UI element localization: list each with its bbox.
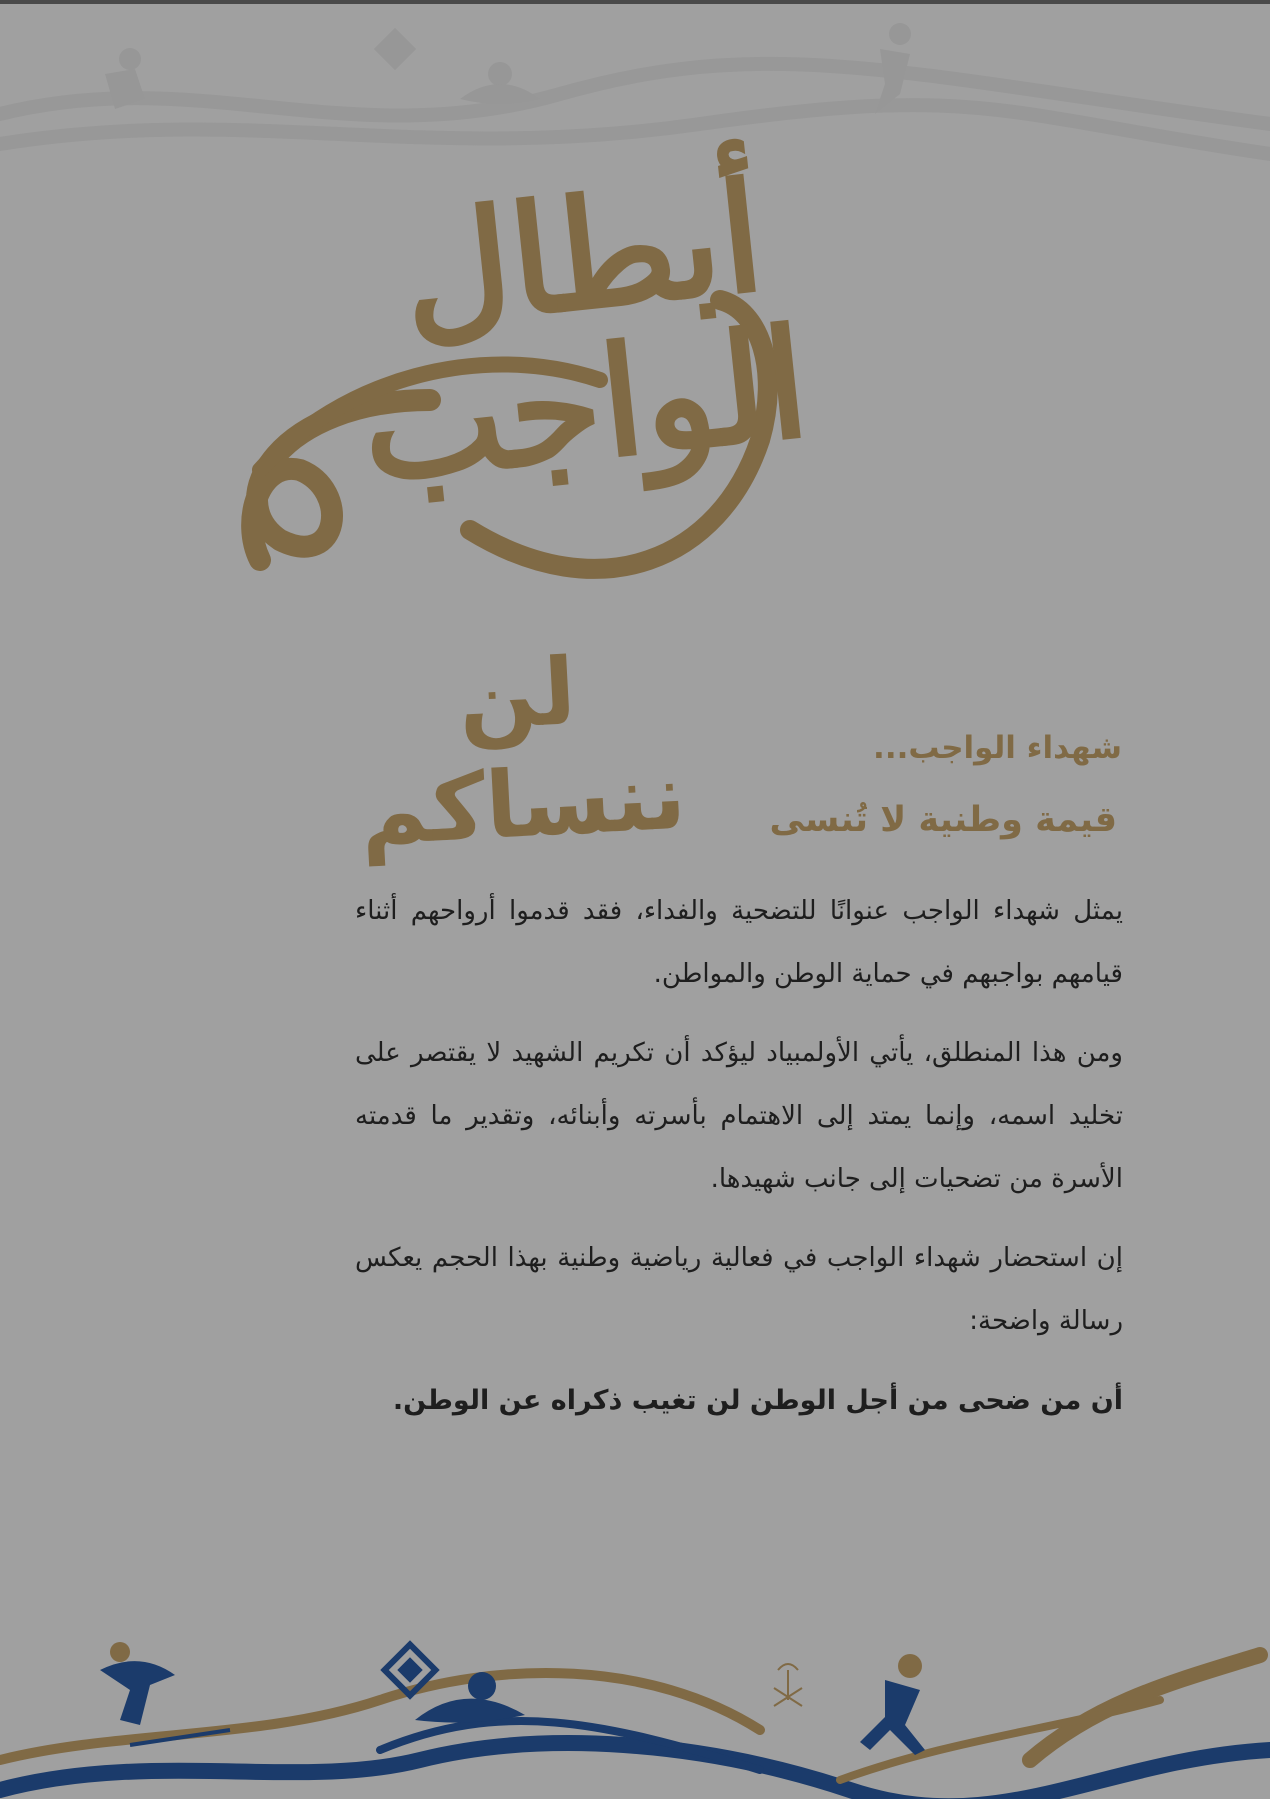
bottom-decorative-band xyxy=(0,1640,1270,1799)
body-text xyxy=(355,880,1123,1448)
logo-title: أبطال الواجب xyxy=(353,149,816,517)
closing-statement: أن من ضحى من أجل الوطن لن تغيب ذكراه عن الوطن. xyxy=(392,1385,1123,1416)
runner-icon xyxy=(860,1654,925,1755)
paragraph-2: ومن هذا المنطلق، يأتي الأولمبياد ليؤكد أن تكريم الشهيد لا يقتصر على تخليد اسمه، وإنما يمتد إلى الاهتمام بأسرته وأبنائه، وتقدير ما قدمته الأسرة من تضحيات إلى جانب شهيدها. xyxy=(355,1038,1123,1194)
paragraph-1: يمثل شهداء الواجب عنوانًا للتضحية والفداء، فقد قدموا أرواحهم أثناء قيامهم بواجبهم في حماية الوطن والمواطن. xyxy=(355,896,1123,989)
navy-wave xyxy=(0,1743,1270,1799)
swimmer-icon xyxy=(415,1672,525,1723)
paragraph-3: إن استحضار شهداء الواجب في فعالية رياضية وطنية بهذا الحجم يعكس رسالة واضحة: xyxy=(355,1243,1123,1336)
section-heading: شهداء الواجب... xyxy=(873,730,1122,766)
logo-subtitle: لن ننساكم xyxy=(357,638,689,867)
section-subheading: قيمة وطنية لا تُنسى xyxy=(769,800,1117,840)
palm-swords-emblem-icon xyxy=(774,1664,802,1706)
